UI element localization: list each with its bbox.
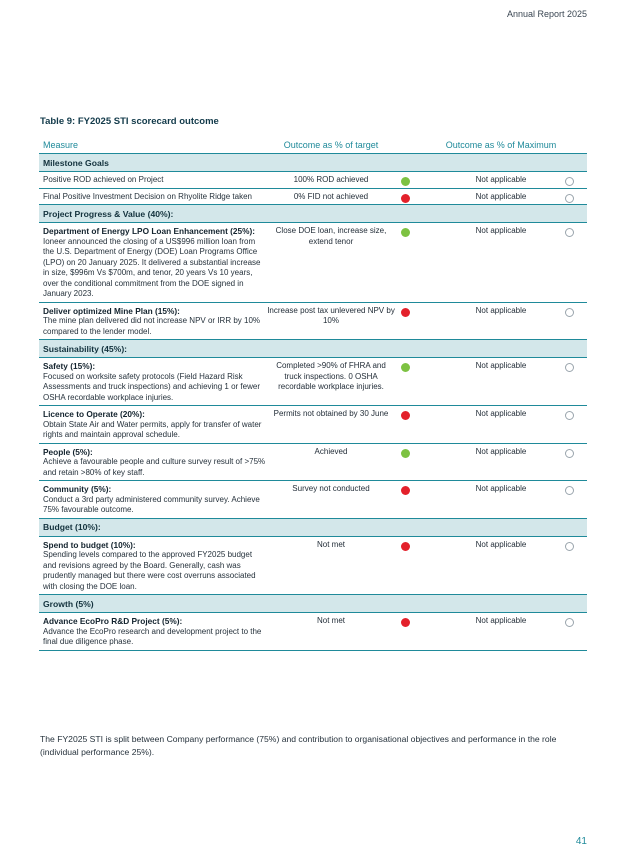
status-not-achieved-icon — [401, 486, 410, 495]
empty-circle-icon — [565, 542, 574, 551]
outcome-cell: Increase post tax unlevered NPV by 10% — [267, 305, 395, 325]
status-not-achieved-icon — [401, 618, 410, 627]
measure-description: Final Positive Investment Decision on Rhyolite Ridge taken — [43, 191, 252, 201]
table-row — [39, 613, 587, 651]
maximum-indicator-cell — [563, 616, 587, 648]
measure-cell — [39, 226, 267, 300]
maximum-indicator-cell — [563, 226, 587, 300]
empty-circle-icon — [565, 228, 574, 237]
maximum-indicator-cell — [563, 306, 587, 338]
measure-description: Positive ROD achieved on Project — [43, 175, 164, 184]
maximum-indicator-cell — [563, 361, 587, 403]
maximum-cell: Not applicable — [475, 446, 527, 456]
maximum-cell: Not applicable — [475, 409, 527, 418]
section-header: Project Progress & Value (40%): — [39, 205, 587, 223]
maximum-cell: Not applicable — [475, 305, 527, 315]
maximum-cell: Not applicable — [475, 539, 527, 549]
outcome-cell: 100% ROD achieved — [293, 175, 369, 184]
table-title: Table 9: FY2025 STI scorecard outcome — [40, 116, 219, 127]
measure-title: Department of Energy LPO Loan Enhancement (25%): — [43, 226, 256, 236]
column-header-measure: Measure — [43, 140, 79, 150]
measure-description: Advance the EcoPro research and development project to the final due diligence phase. — [43, 626, 262, 646]
table-row — [39, 444, 587, 482]
maximum-indicator-cell — [563, 540, 587, 593]
section-header: Sustainability (45%): — [39, 340, 587, 358]
empty-circle-icon — [565, 177, 574, 186]
outcome-cell: Close DOE loan, increase size, extend tenor — [275, 226, 387, 246]
maximum-cell: Not applicable — [475, 175, 527, 184]
maximum-indicator-cell — [563, 409, 587, 441]
status-not-achieved-icon — [401, 308, 410, 317]
maximum-cell: Not applicable — [475, 191, 527, 201]
measure-title: Advance EcoPro R&D Project (5%): — [43, 616, 183, 626]
status-cell — [395, 175, 439, 186]
maximum-indicator-cell — [563, 447, 587, 479]
report-header-title: Annual Report 2025 — [506, 9, 587, 19]
table-body — [39, 154, 587, 651]
column-header-outcome: Outcome as % of target — [283, 140, 379, 150]
table-row — [39, 223, 587, 303]
measure-description: Ioneer announced the closing of a US$996 million loan from the U.S. Department of Energy (DOE) Loan Programs Office (LPO) on 20 January 2025. It delivered a substantial increase in size, $996m Vs $700m, and tenor, 20 years Vs 10 years, over the conditional commitment from the DOE signed in January 2023. — [43, 236, 261, 298]
section-header: Milestone Goals — [39, 154, 587, 172]
measure-cell — [39, 409, 267, 441]
empty-circle-icon — [565, 449, 574, 458]
maximum-indicator-cell — [563, 175, 587, 186]
outcome-cell: 0% FID not achieved — [293, 191, 369, 201]
outcome-cell: Survey not conducted — [292, 484, 370, 493]
measure-description: Achieve a favourable people and culture survey result of >75% and retain >80% of key staff. — [43, 457, 266, 477]
maximum-cell: Not applicable — [475, 616, 527, 625]
outcome-cell: Permits not obtained by 30 June — [273, 409, 389, 418]
status-not-achieved-icon — [401, 542, 410, 551]
status-cell — [395, 484, 439, 516]
measure-description: Conduct a 3rd party administered community survey. Achieve 75% favourable outcome. — [43, 494, 260, 514]
empty-circle-icon — [565, 194, 574, 203]
measure-title: Safety (15%): — [43, 361, 96, 371]
outcome-cell: Not met — [316, 539, 345, 549]
measure-cell — [39, 192, 267, 203]
status-not-achieved-icon — [401, 411, 410, 420]
maximum-cell: Not applicable — [475, 361, 527, 370]
measure-cell — [39, 361, 267, 403]
table-row — [39, 172, 587, 189]
table-header-row — [39, 137, 587, 154]
measure-description: Focused on worksite safety protocols (Field Hazard Risk Assessments and truck inspections) and achieving 1 or fewer OSHA recordable workplace injuries. — [43, 371, 260, 402]
footnote: The FY2025 STI is split between Company performance (75%) and contribution to organisational objectives and performance in the role (individual performance 25%). — [40, 734, 557, 757]
measure-cell — [39, 175, 267, 186]
status-achieved-icon — [401, 228, 410, 237]
measure-title: Licence to Operate (20%): — [43, 409, 145, 419]
table-row — [39, 481, 587, 519]
status-not-achieved-icon — [401, 194, 410, 203]
table-row — [39, 303, 587, 341]
measure-cell — [39, 447, 267, 479]
outcome-cell: Achieved — [314, 446, 348, 456]
measure-title: Spend to budget (10%): — [43, 539, 136, 550]
status-cell — [395, 409, 439, 441]
measure-description: The mine plan delivered did not increase NPV or IRR by 10% compared to the lender model. — [43, 316, 260, 336]
measure-cell — [39, 616, 267, 648]
section-header: Growth (5%) — [39, 595, 587, 613]
scorecard-table — [39, 137, 587, 651]
measure-description: Obtain State Air and Water permits, apply for transfer of water rights and maintain approval schedule. — [43, 419, 262, 439]
measure-cell — [39, 484, 267, 516]
column-header-maximum: Outcome as % of Maximum — [445, 140, 557, 150]
table-row — [39, 189, 587, 206]
status-achieved-icon — [401, 363, 410, 372]
status-cell — [395, 447, 439, 479]
measure-title: Deliver optimized Mine Plan (15%): — [43, 305, 180, 316]
maximum-cell: Not applicable — [475, 226, 527, 235]
measure-description: Spending levels compared to the approved FY2025 budget and revisions agreed by the Board. Generally, cash was prudently managed but there were cost overruns associated with closing the DOE loan. — [43, 550, 256, 591]
status-achieved-icon — [401, 177, 410, 186]
status-cell — [395, 540, 439, 593]
empty-circle-icon — [565, 486, 574, 495]
measure-cell — [39, 306, 267, 338]
outcome-cell: Not met — [316, 616, 345, 625]
table-row — [39, 358, 587, 406]
empty-circle-icon — [565, 308, 574, 317]
status-cell — [395, 616, 439, 648]
empty-circle-icon — [565, 363, 574, 372]
table-row — [39, 537, 587, 596]
table-row — [39, 406, 587, 444]
measure-title: Community (5%): — [43, 484, 112, 494]
section-header: Budget (10%): — [39, 519, 587, 537]
status-cell — [395, 226, 439, 300]
measure-cell — [39, 540, 267, 593]
status-cell — [395, 192, 439, 203]
maximum-cell: Not applicable — [475, 484, 527, 493]
empty-circle-icon — [565, 411, 574, 420]
outcome-cell: Completed >90% of FHRA and truck inspections. 0 OSHA recordable workplace injuries. — [276, 361, 386, 391]
maximum-indicator-cell — [563, 192, 587, 203]
measure-title: People (5%): — [43, 446, 93, 457]
status-cell — [395, 306, 439, 338]
status-cell — [395, 361, 439, 403]
page-number: 41 — [575, 836, 587, 847]
status-achieved-icon — [401, 449, 410, 458]
empty-circle-icon — [565, 618, 574, 627]
maximum-indicator-cell — [563, 484, 587, 516]
